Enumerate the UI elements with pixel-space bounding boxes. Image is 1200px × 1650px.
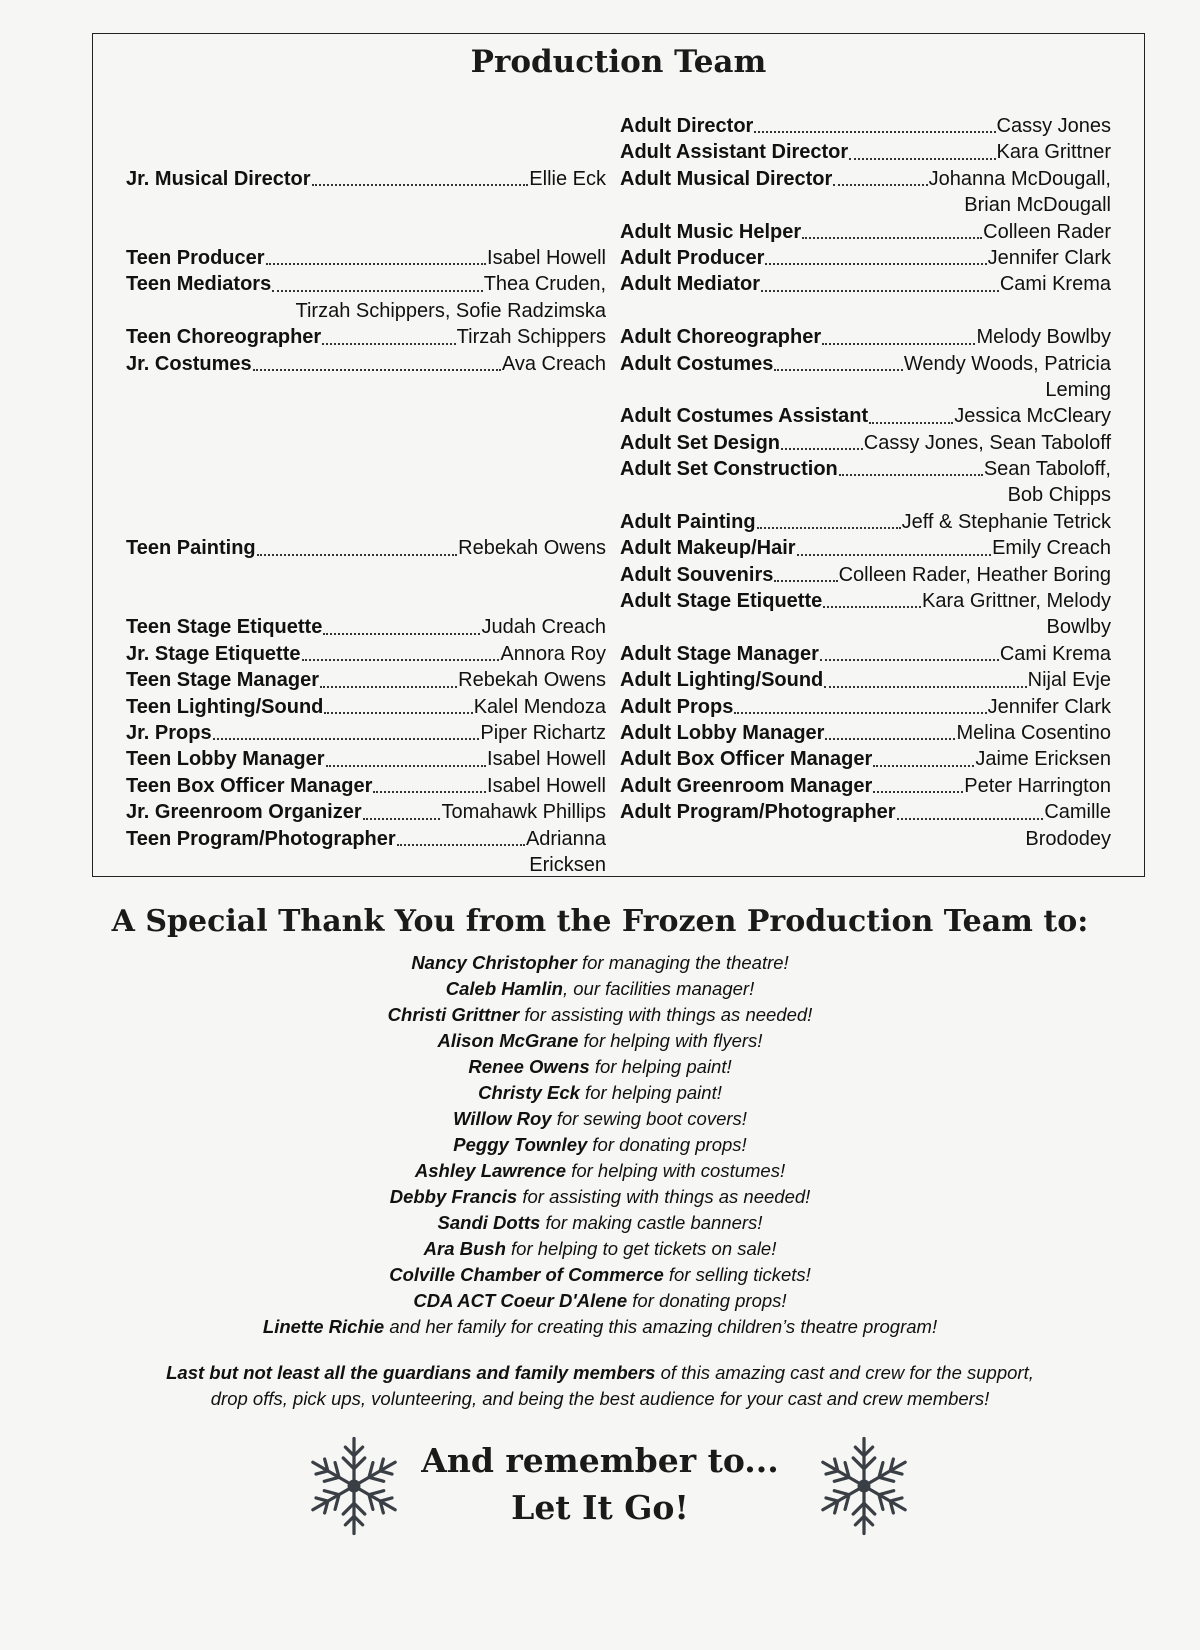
credit-row bbox=[126, 694, 606, 720]
closing-note bbox=[0, 1360, 1200, 1412]
dot-leader bbox=[869, 422, 953, 424]
credit-person-continued: Bob Chipps bbox=[1007, 484, 1111, 507]
credit-person: Colleen Rader bbox=[983, 220, 1111, 243]
credit-role: Teen Program/Photographer bbox=[126, 827, 396, 850]
sign-off-line-2: Let It Go! bbox=[511, 1488, 689, 1527]
thank-you-name: Alison McGrane bbox=[437, 1030, 579, 1051]
dot-leader bbox=[833, 184, 927, 186]
credit-row bbox=[126, 720, 606, 746]
credit-person: Kara Grittner bbox=[996, 141, 1111, 164]
snowflake-icon bbox=[810, 1432, 918, 1540]
credit-role: Adult Lobby Manager bbox=[620, 721, 825, 744]
credit-row bbox=[620, 799, 1111, 825]
credit-row bbox=[126, 641, 606, 667]
credit-role: Jr. Props bbox=[126, 721, 212, 744]
dot-leader bbox=[322, 343, 455, 345]
credit-row bbox=[126, 245, 606, 271]
credit-role: Adult Program/Photographer bbox=[620, 801, 896, 824]
credit-person-continued: Tirzah Schippers, Sofie Radzimska bbox=[295, 299, 606, 322]
dot-leader bbox=[320, 686, 457, 688]
sign-off-line-1: And remember to... bbox=[421, 1441, 779, 1480]
thank-you-line bbox=[0, 1262, 1200, 1288]
dot-leader bbox=[849, 158, 995, 160]
credit-role: Adult Music Helper bbox=[620, 220, 802, 243]
dot-leader bbox=[272, 290, 482, 292]
credit-row bbox=[620, 456, 1111, 482]
credit-person: Nijal Evje bbox=[1027, 669, 1111, 692]
credit-role: Jr. Greenroom Organizer bbox=[126, 801, 362, 824]
credit-role: Adult Souvenirs bbox=[620, 563, 774, 586]
credit-person: Johanna McDougall, bbox=[928, 167, 1111, 190]
credit-person: Kara Grittner, Melody bbox=[922, 590, 1111, 613]
credit-role: Adult Greenroom Manager bbox=[620, 774, 873, 797]
thank-you-name: Sandi Dotts bbox=[437, 1212, 541, 1233]
dot-leader bbox=[825, 738, 955, 740]
production-team-box bbox=[92, 33, 1145, 877]
credit-person: Kalel Mendoza bbox=[473, 695, 606, 718]
dot-leader bbox=[824, 686, 1026, 688]
credit-row bbox=[126, 614, 606, 640]
thank-you-line bbox=[0, 1106, 1200, 1132]
thank-you-reason: for managing the theatre! bbox=[576, 952, 789, 973]
thank-you-name: CDA ACT Coeur D'Alene bbox=[413, 1290, 628, 1311]
credit-person-continued: Bowlby bbox=[1046, 616, 1111, 639]
dot-leader bbox=[897, 818, 1044, 820]
credit-row bbox=[620, 588, 1111, 614]
production-team-title: Production Team bbox=[470, 44, 767, 80]
dot-leader bbox=[757, 527, 901, 529]
credit-role: Teen Box Officer Manager bbox=[126, 774, 373, 797]
credit-row bbox=[126, 773, 606, 799]
credit-role: Teen Mediators bbox=[126, 273, 272, 296]
thank-you-reason: for donating props! bbox=[587, 1134, 747, 1155]
credit-person: Annora Roy bbox=[500, 642, 606, 665]
dot-leader bbox=[257, 554, 457, 556]
dot-leader bbox=[822, 343, 975, 345]
credit-role: Adult Props bbox=[620, 695, 734, 718]
credit-person: Colleen Rader, Heather Boring bbox=[838, 563, 1111, 586]
credit-person: Jeff & Stephanie Tetrick bbox=[901, 510, 1111, 533]
credit-person: Piper Richartz bbox=[480, 721, 606, 744]
dot-leader bbox=[253, 369, 501, 371]
credit-role: Adult Painting bbox=[620, 510, 756, 533]
credit-role: Adult Mediator bbox=[620, 273, 760, 296]
credit-person: Isabel Howell bbox=[487, 748, 606, 771]
credit-row bbox=[620, 271, 1111, 297]
thank-you-line bbox=[0, 950, 1200, 976]
credit-person-continued: Brian McDougall bbox=[964, 194, 1111, 217]
thank-you-name: Renee Owens bbox=[468, 1056, 590, 1077]
credit-person: Adrianna bbox=[525, 827, 606, 850]
thank-you-name: Ashley Lawrence bbox=[414, 1160, 567, 1181]
credit-row bbox=[620, 509, 1111, 535]
dot-leader bbox=[363, 818, 441, 820]
thank-you-reason: , our facilities manager! bbox=[562, 978, 755, 999]
dot-leader bbox=[774, 369, 903, 371]
credit-person: Isabel Howell bbox=[487, 774, 606, 797]
dot-leader bbox=[754, 131, 995, 133]
sign-off bbox=[380, 1437, 820, 1531]
thank-you-heading: A Special Thank You from the Frozen Production Team to: bbox=[111, 904, 1089, 939]
thank-you-name: Christy Eck bbox=[478, 1082, 580, 1103]
thank-you-name: Nancy Christopher bbox=[411, 952, 577, 973]
dot-leader bbox=[839, 474, 983, 476]
credit-person: Cassy Jones bbox=[996, 114, 1111, 137]
thank-you-line bbox=[0, 1288, 1200, 1314]
dot-leader bbox=[326, 765, 487, 767]
credit-person: Wendy Woods, Patricia bbox=[903, 352, 1111, 375]
credit-person: Cami Krema bbox=[999, 642, 1111, 665]
credit-row bbox=[126, 535, 606, 561]
credit-row bbox=[620, 562, 1111, 588]
credit-row bbox=[126, 166, 606, 192]
thank-you-name: Linette Richie bbox=[262, 1316, 385, 1337]
credit-row bbox=[126, 799, 606, 825]
credit-row bbox=[126, 351, 606, 377]
thank-you-line bbox=[0, 1158, 1200, 1184]
credit-person: Ava Creach bbox=[501, 352, 606, 375]
dot-leader bbox=[373, 791, 486, 793]
dot-leader bbox=[213, 738, 480, 740]
thank-you-line bbox=[0, 1184, 1200, 1210]
thank-you-name: Christi Grittner bbox=[387, 1004, 520, 1025]
closing-bold-text: Last but not least all the guardians and family members bbox=[166, 1362, 656, 1383]
credit-row bbox=[620, 113, 1111, 139]
credit-role: Teen Choreographer bbox=[126, 326, 322, 349]
thank-you-reason: and her family for creating this amazing children’s theatre program! bbox=[384, 1316, 938, 1337]
thank-you-line bbox=[0, 1210, 1200, 1236]
dot-leader bbox=[734, 712, 986, 714]
thank-you-name: Willow Roy bbox=[453, 1108, 552, 1129]
thank-you-line bbox=[0, 1054, 1200, 1080]
credit-role: Adult Assistant Director bbox=[620, 141, 849, 164]
credit-person: Thea Cruden, bbox=[483, 273, 606, 296]
credit-row bbox=[620, 139, 1111, 165]
thank-you-name: Debby Francis bbox=[389, 1186, 518, 1207]
thank-you-reason: for assisting with things as needed! bbox=[519, 1004, 813, 1025]
dot-leader bbox=[266, 263, 486, 265]
credit-row bbox=[126, 667, 606, 693]
credit-row bbox=[620, 720, 1111, 746]
credit-role: Jr. Musical Director bbox=[126, 167, 311, 190]
credit-row bbox=[620, 746, 1111, 772]
credit-role: Adult Box Officer Manager bbox=[620, 748, 873, 771]
credit-role: Adult Stage Manager bbox=[620, 642, 819, 665]
credit-person: Judah Creach bbox=[481, 616, 606, 639]
dot-leader bbox=[302, 659, 500, 661]
credit-row bbox=[620, 351, 1111, 377]
credit-row bbox=[620, 694, 1111, 720]
thank-you-name: Colville Chamber of Commerce bbox=[389, 1264, 664, 1285]
credit-role: Teen Lighting/Sound bbox=[126, 695, 324, 718]
credit-row bbox=[620, 245, 1111, 271]
dot-leader bbox=[397, 844, 525, 846]
credit-person: Isabel Howell bbox=[487, 246, 606, 269]
credit-row bbox=[126, 324, 606, 350]
dot-leader bbox=[761, 290, 999, 292]
credit-row bbox=[126, 271, 606, 297]
credit-role: Teen Stage Etiquette bbox=[126, 616, 323, 639]
thank-you-line bbox=[0, 1028, 1200, 1054]
thank-you-reason: for selling tickets! bbox=[663, 1264, 811, 1285]
credit-role: Teen Lobby Manager bbox=[126, 748, 325, 771]
dot-leader bbox=[324, 712, 472, 714]
thank-you-reason: for helping to get tickets on sale! bbox=[505, 1238, 777, 1259]
credit-role: Teen Painting bbox=[126, 537, 256, 560]
credit-role: Adult Director bbox=[620, 114, 754, 137]
credit-role: Teen Producer bbox=[126, 246, 265, 269]
credit-person-continued: Leming bbox=[1045, 378, 1111, 401]
credit-person-continued: Brododey bbox=[1025, 827, 1111, 850]
credit-person: Peter Harrington bbox=[964, 774, 1111, 797]
closing-text: of this amazing cast and crew for the support, bbox=[655, 1362, 1034, 1383]
thank-you-reason: for helping with flyers! bbox=[578, 1030, 763, 1051]
thank-you-reason: for donating props! bbox=[627, 1290, 787, 1311]
credit-row bbox=[620, 403, 1111, 429]
thank-you-line bbox=[0, 1080, 1200, 1106]
credit-row bbox=[620, 667, 1111, 693]
credit-row bbox=[620, 641, 1111, 667]
thank-you-name: Peggy Townley bbox=[453, 1134, 588, 1155]
credit-person: Ellie Eck bbox=[529, 167, 606, 190]
dot-leader bbox=[774, 580, 837, 582]
credit-role: Teen Stage Manager bbox=[126, 669, 320, 692]
thank-you-line bbox=[0, 976, 1200, 1002]
thank-you-reason: for assisting with things as needed! bbox=[517, 1186, 811, 1207]
thank-you-line bbox=[0, 1236, 1200, 1262]
thank-you-line bbox=[0, 1002, 1200, 1028]
credit-person: Tomahawk Phillips bbox=[441, 801, 606, 824]
credit-row bbox=[620, 166, 1111, 192]
thank-you-line bbox=[0, 1132, 1200, 1158]
credit-role: Adult Set Design bbox=[620, 431, 781, 454]
credit-role: Adult Lighting/Sound bbox=[620, 669, 824, 692]
credit-role: Adult Choreographer bbox=[620, 326, 822, 349]
credit-person: Camille bbox=[1044, 801, 1111, 824]
dot-leader bbox=[823, 606, 921, 608]
production-team-right-column bbox=[620, 113, 1111, 852]
credit-role: Adult Set Construction bbox=[620, 458, 838, 481]
credit-role: Jr. Stage Etiquette bbox=[126, 642, 301, 665]
credit-person: Sean Taboloff, bbox=[983, 458, 1111, 481]
thank-you-reason: for making castle banners! bbox=[540, 1212, 763, 1233]
credit-row bbox=[620, 324, 1111, 350]
closing-line-2: drop offs, pick ups, volunteering, and being the best audience for your cast and crew members! bbox=[210, 1388, 990, 1409]
dot-leader bbox=[781, 448, 863, 450]
credit-person: Melina Cosentino bbox=[956, 721, 1111, 744]
credit-person: Cassy Jones, Sean Taboloff bbox=[863, 431, 1111, 454]
credit-role: Jr. Costumes bbox=[126, 352, 252, 375]
dot-leader bbox=[873, 765, 974, 767]
credit-row bbox=[620, 219, 1111, 245]
credit-role: Adult Costumes Assistant bbox=[620, 405, 869, 428]
credit-row bbox=[126, 826, 606, 852]
credit-person: Emily Creach bbox=[992, 537, 1111, 560]
credit-role: Adult Stage Etiquette bbox=[620, 590, 823, 613]
thank-you-name: Caleb Hamlin bbox=[445, 978, 563, 999]
credit-person: Melody Bowlby bbox=[976, 326, 1111, 349]
thank-you-reason: for helping with costumes! bbox=[566, 1160, 786, 1181]
dot-leader bbox=[802, 237, 982, 239]
credit-row bbox=[620, 773, 1111, 799]
thank-you-reason: for helping paint! bbox=[589, 1056, 732, 1077]
thank-you-reason: for sewing boot covers! bbox=[551, 1108, 747, 1129]
dot-leader bbox=[312, 184, 529, 186]
dot-leader bbox=[873, 791, 963, 793]
dot-leader bbox=[323, 633, 480, 635]
credit-person: Cami Krema bbox=[999, 273, 1111, 296]
credit-row bbox=[620, 430, 1111, 456]
credit-person: Jennifer Clark bbox=[987, 246, 1111, 269]
credit-role: Adult Costumes bbox=[620, 352, 774, 375]
credit-row bbox=[126, 746, 606, 772]
thank-you-list bbox=[0, 950, 1200, 1340]
credit-person: Jaime Ericksen bbox=[975, 748, 1111, 771]
credit-role: Adult Producer bbox=[620, 246, 765, 269]
thank-you-line bbox=[0, 1314, 1200, 1340]
production-team-left-column bbox=[126, 113, 606, 878]
credit-row bbox=[620, 535, 1111, 561]
credit-person: Jennifer Clark bbox=[987, 695, 1111, 718]
credit-person-continued: Ericksen bbox=[529, 853, 606, 876]
credit-role: Adult Makeup/Hair bbox=[620, 537, 796, 560]
thank-you-name: Ara Bush bbox=[423, 1238, 506, 1259]
dot-leader bbox=[797, 554, 992, 556]
credit-person: Tirzah Schippers bbox=[456, 326, 606, 349]
dot-leader bbox=[765, 263, 986, 265]
dot-leader bbox=[820, 659, 999, 661]
credit-role: Adult Musical Director bbox=[620, 167, 833, 190]
credit-person: Jessica McCleary bbox=[954, 405, 1111, 428]
thank-you-reason: for helping paint! bbox=[579, 1082, 722, 1103]
credit-person: Rebekah Owens bbox=[458, 537, 606, 560]
credit-person: Rebekah Owens bbox=[458, 669, 606, 692]
